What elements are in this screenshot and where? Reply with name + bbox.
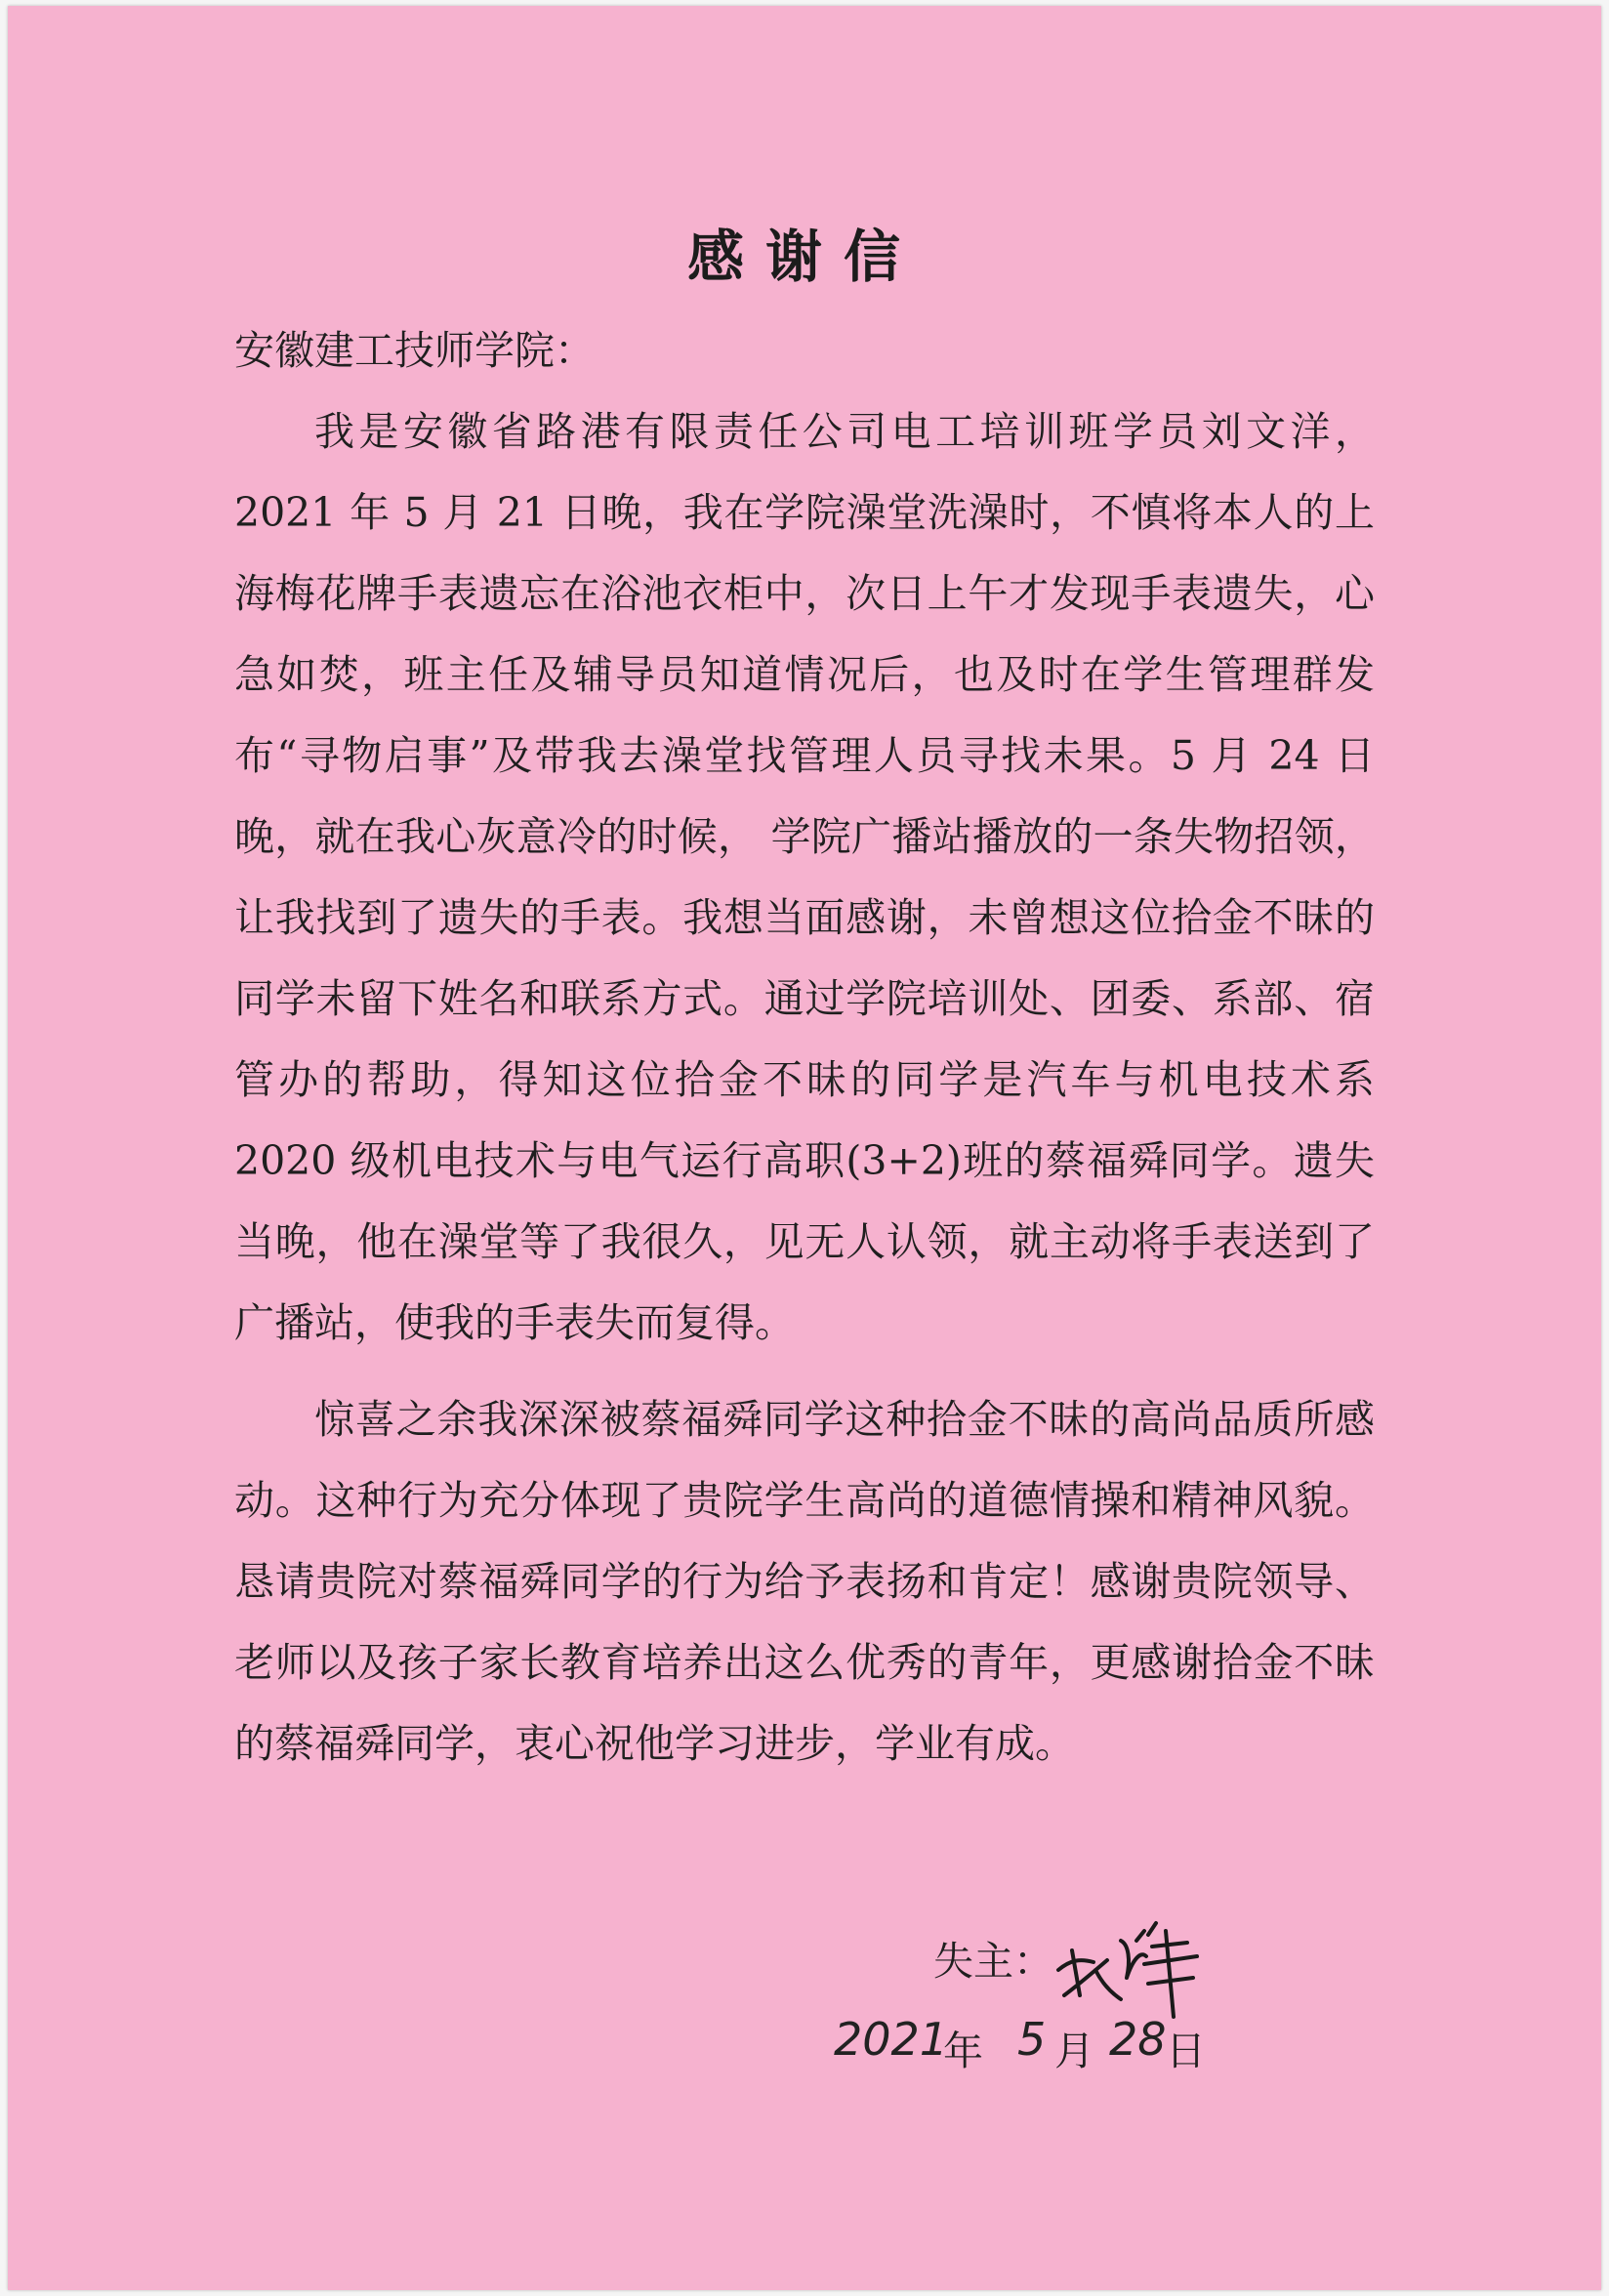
date-month: 5 bbox=[1017, 2013, 1047, 2066]
letter-body bbox=[234, 310, 1375, 1784]
date-line bbox=[834, 2009, 1224, 2087]
date-year: 2021 bbox=[834, 2013, 949, 2066]
handwritten-signature bbox=[1051, 1902, 1203, 2019]
date-month-unit: 月 bbox=[1054, 2028, 1094, 2074]
letter-page bbox=[8, 6, 1601, 2290]
salutation: 安徽建工技师学院： bbox=[234, 327, 595, 374]
date-day-unit: 日 bbox=[1166, 2028, 1206, 2074]
paragraph-1: 我是安徽省路港有限责任公司电工培训班学员刘文洋，2021 年 5 月 21 日晚，我在学院澡堂洗澡时，不慎将本人的上海梅花牌手表遗忘在浴池衣柜中，次日上午才发现手表遗失，心急如焚，班主任及辅导员知道情况后，也及时在学生管理群发布“寻物启事”及带我去澡堂找管理人员寻找未果。5 月 24 日晚，就在我心灰意冷的时候， 学院广播站播放的一条失物招领，让我找到了遗失的手表。我想当面感谢，未曾想这位拾金不昧的同学未留下姓名和联系方式。通过学院培训处、团委、系部、宿管办的帮助，得知这位拾金不昧的同学是汽车与机电技术系 2020 级机电技术与电气运行高职(3+2)班的蔡福舜同学。遗失当晚，他在澡堂等了我很久，见无人认领，就主动将手表送到了广播站，使我的手表失而复得。 bbox=[234, 408, 1375, 1346]
date-year-unit: 年 bbox=[943, 2028, 983, 2074]
signer-label: 失主： bbox=[933, 1938, 1053, 1985]
paragraph-2: 惊喜之余我深深被蔡福舜同学这种拾金不昧的高尚品质所感动。这种行为充分体现了贵院学生高尚的道德情操和精神风貌。恳请贵院对蔡福舜同学的行为给予表扬和肯定！感谢贵院领导、老师以及孩子家长教育培养出这么优秀的青年，更感谢拾金不昧的蔡福舜同学，衷心祝他学习进步，学业有成。 bbox=[234, 1396, 1375, 1767]
date-day: 28 bbox=[1109, 2013, 1167, 2066]
letter-title: 感谢信 bbox=[686, 224, 922, 290]
